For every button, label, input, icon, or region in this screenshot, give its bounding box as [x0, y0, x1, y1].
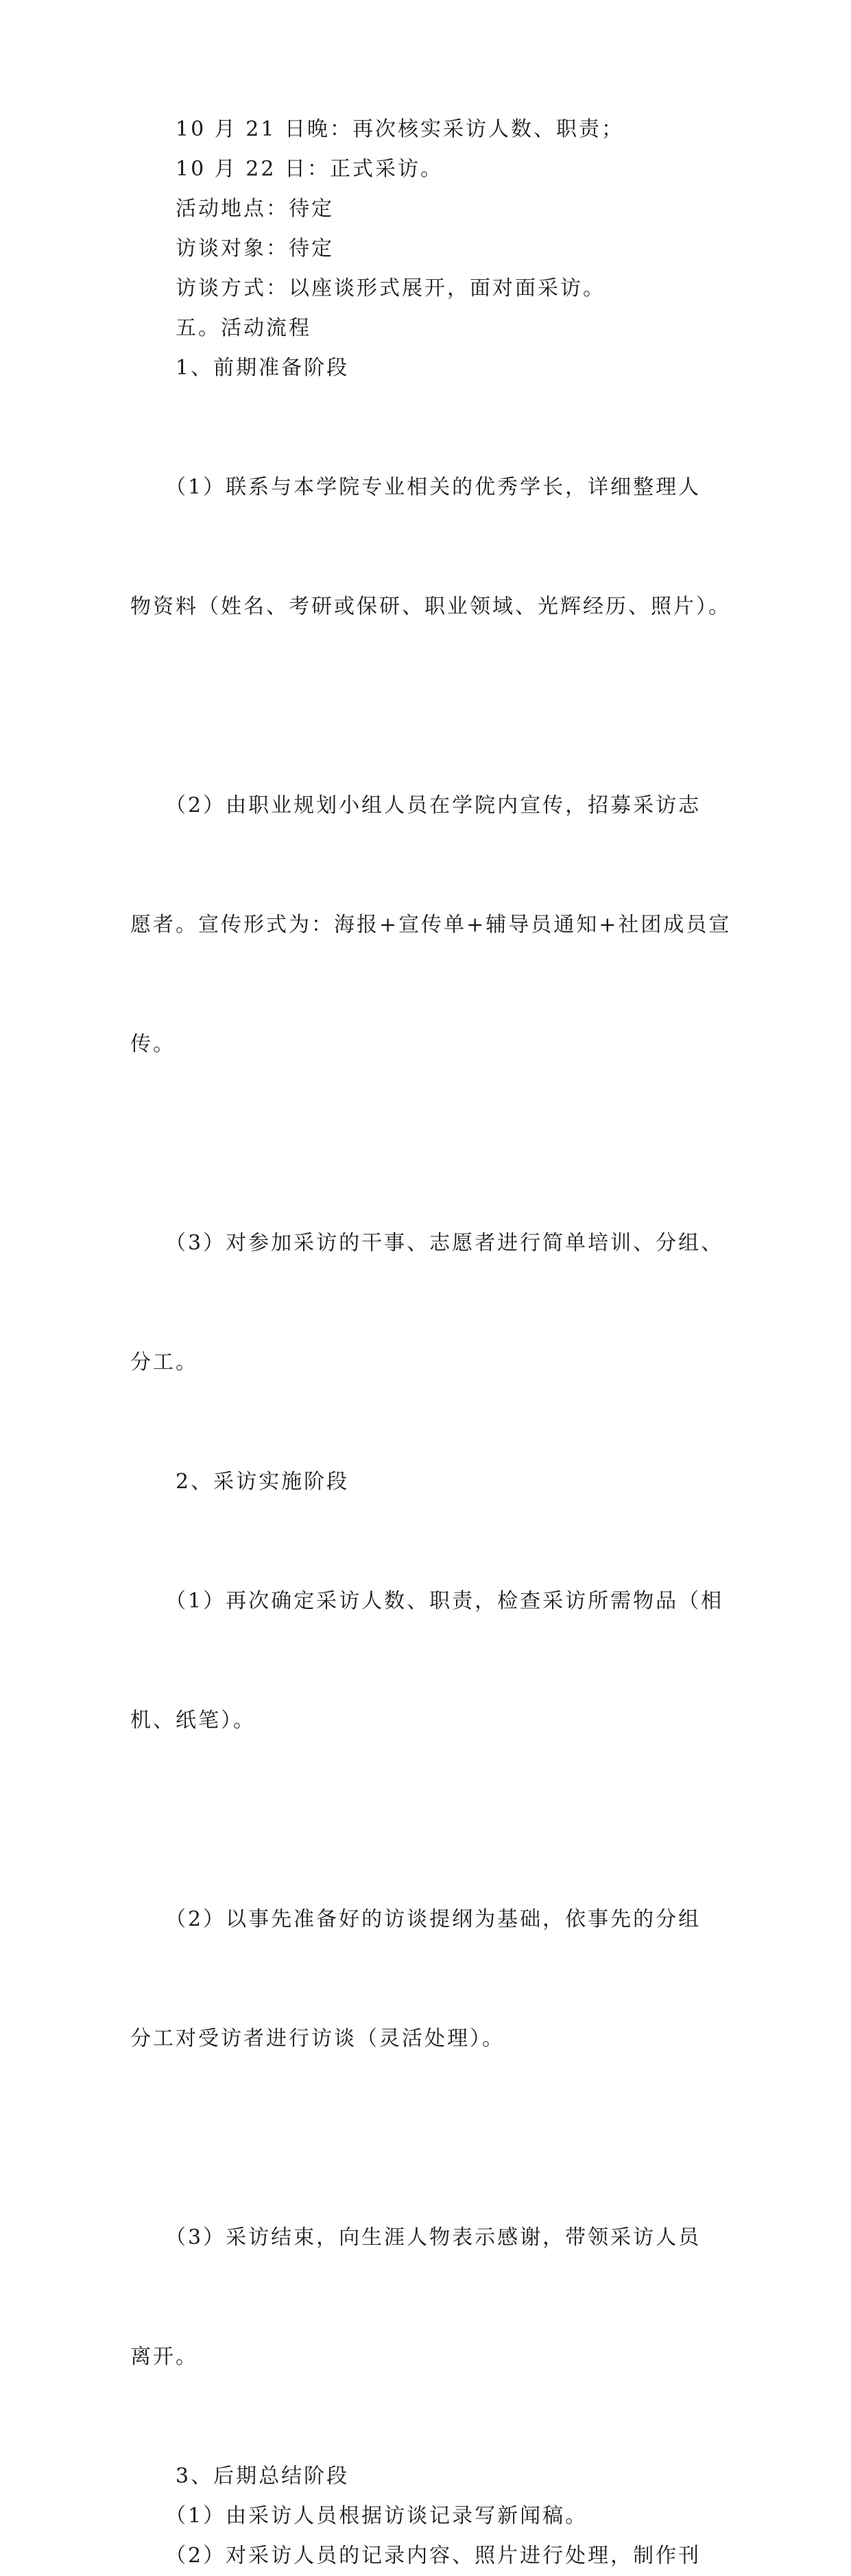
paragraph — [130, 1502, 734, 1820]
text-line: 分工对受访者进行访谈（灵活处理）。 — [130, 2027, 505, 2051]
paragraph — [130, 269, 734, 309]
paragraph — [130, 1144, 734, 1462]
text-line: 传。 — [130, 1032, 176, 1056]
text-line: 活动地点：待定 — [130, 197, 334, 221]
subsection-heading — [130, 1462, 734, 1502]
paragraph — [130, 388, 734, 706]
section-heading — [130, 309, 734, 348]
paragraph — [130, 1820, 734, 2138]
paragraph — [130, 229, 734, 269]
text-line: 访谈对象：待定 — [130, 237, 334, 261]
text-line: 物资料（姓名、考研或保研、职业领域、光辉经历、照片）。 — [130, 595, 731, 619]
text-line: （3）采访结束，向生涯人物表示感谢，带领采访人员 — [130, 2226, 702, 2250]
text-line: 离开。 — [130, 2345, 198, 2369]
text-line: （1）联系与本学院专业相关的优秀学长，详细整理人 — [130, 475, 702, 499]
text-line: 访谈方式：以座谈形式展开，面对面采访。 — [130, 276, 606, 300]
paragraph — [130, 2496, 734, 2536]
text-line: 10 月 21 日晚：再次核实采访人数、职责； — [130, 117, 624, 141]
text-line: 1、前期准备阶段 — [130, 356, 350, 380]
text-line: （2）由职业规划小组人员在学院内宣传，招募采访志 — [130, 794, 702, 818]
paragraph — [130, 706, 734, 1144]
text-line: （3）对参加采访的干事、志愿者进行简单培训、分组、 — [130, 1231, 724, 1255]
text-line: 机、纸笔）。 — [130, 1708, 256, 1732]
text-line: 五。活动流程 — [130, 316, 311, 340]
text-line: 2、采访实施阶段 — [130, 1470, 350, 1494]
text-line: （1）再次确定采访人数、职责，检查采访所需物品（相 — [130, 1589, 724, 1613]
text-line: 愿者。宣传形式为：海报+宣传单+辅导员通知+社团成员宣 — [130, 913, 732, 937]
paragraph — [130, 2138, 734, 2457]
text-line: 分工。 — [130, 1350, 198, 1374]
document-body — [130, 110, 734, 2576]
text-line: （2）以事先准备好的访谈提纲为基础，依事先的分组 — [130, 1907, 702, 1931]
text-line: （2）对采访人员的记录内容、照片进行处理，制作刊 — [130, 2544, 702, 2568]
paragraph — [130, 110, 734, 150]
text-line: （1）由采访人员根据访谈记录写新闻稿。 — [130, 2504, 588, 2528]
paragraph — [130, 189, 734, 229]
subsection-heading — [130, 348, 734, 388]
paragraph — [130, 150, 734, 189]
paragraph — [130, 2536, 734, 2576]
subsection-heading — [130, 2457, 734, 2496]
text-line: 10 月 22 日：正式采访。 — [130, 157, 443, 181]
text-line: 3、后期总结阶段 — [130, 2464, 350, 2488]
